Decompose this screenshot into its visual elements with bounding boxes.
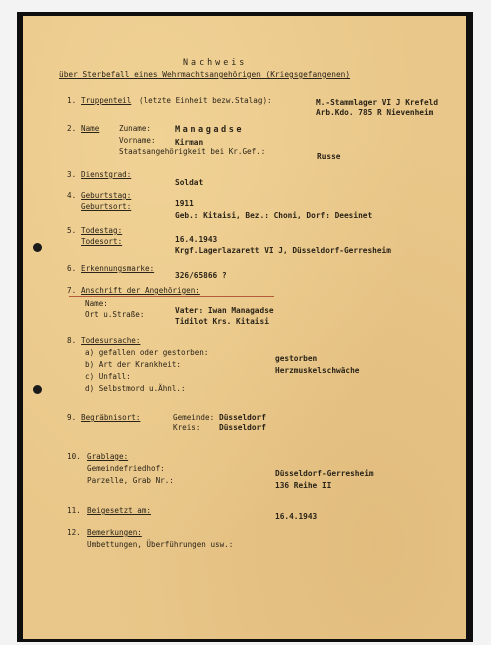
item-3-number: 3. [67,170,77,179]
punch-hole-bottom [33,385,42,394]
item-4-birthplace-label: Geburtsort: [81,202,132,211]
item-4-birthdate-value: 1911 [175,199,194,208]
item-2-nationality-value: Russe [317,152,341,161]
item-7-address-value: Tidilot Krs. Kitaisi [175,317,269,326]
item-2-firstname-label: Vorname: [119,136,156,145]
document-title: Nachweis [183,57,248,67]
item-11-value: 16.4.1943 [275,512,318,521]
item-6-label: Erkennungsmarke: [81,264,155,273]
item-9-municipality-value: Düsseldorf [219,413,266,422]
item-10-plot-value: 136 Reihe II [275,481,332,490]
item-3-value: Soldat [175,178,204,187]
item-12-remarks-label: Umbettungen, Überführungen usw.: [87,540,234,549]
item-2-number: 2. [67,124,77,133]
item-8-value-died: gestorben [275,354,318,363]
item-7-label: Anschrift der Angehörigen: [81,286,200,295]
document-subtitle: über Sterbefall eines Wehrmachtsangehörigen (Kriegsgefangenen) [59,70,351,79]
item-5-deathdate-value: 16.4.1943 [175,235,218,244]
item-5-number: 5. [67,226,77,235]
item-11-label: Beigesetzt am: [87,506,152,515]
item-1-note: (letzte Einheit bezw.Stalag): [139,96,272,105]
item-5-deathplace-label: Todesort: [81,237,123,246]
item-8-number: 8. [67,336,77,345]
item-9-district-value: Düsseldorf [219,423,266,432]
item-8-label: Todesursache: [81,336,141,345]
item-2-nationality-label: Staatsangehörigkeit bei Kr.Gef.: [119,147,266,156]
item-8-d-label: d) Selbstmord u.Ähnl.: [85,384,186,393]
item-9-number: 9. [67,413,77,422]
item-10-cemetery-label: Gemeindefriedhof: [87,464,165,473]
item-1-value-camp: M.-Stammlager VI J Krefeld [316,98,439,107]
item-10-number: 10. [67,452,81,461]
item-9-label: Begräbnisort: [81,413,141,422]
item-7-number: 7. [67,286,77,295]
item-7-address-label: Ort u.Straße: [85,310,145,319]
item-5-deathplace-value: Krgf.Lagerlazarett VI J, Düsseldorf-Gerresheim [175,246,391,255]
item-8-b-label: b) Art der Krankheit: [85,360,182,369]
item-8-value-illness: Herzmuskelschwäche [275,366,360,375]
item-4-birthplace-value: Geb.: Kitaisi, Bez.: Choni, Dorf: Deesinet [175,211,373,220]
item-10-cemetery-value: Düsseldorf-Gerresheim [275,469,374,478]
red-underline-mark [69,296,274,297]
item-1-label: Truppenteil [81,96,132,105]
item-2-surname-value: Managadse [175,125,245,135]
item-7-name-label: Name: [85,299,108,308]
item-9-district-label: Kreis: [173,423,201,432]
item-2-label: Name [81,124,100,133]
item-12-label: Bemerkungen: [87,528,142,537]
item-7-name-value: Vater: Iwan Managadse [175,306,274,315]
document-page [23,16,466,639]
item-10-label: Grablage: [87,452,129,461]
item-8-c-label: c) Unfall: [85,372,131,381]
item-9-municipality-label: Gemeinde: [173,413,215,422]
punch-hole-top [33,243,42,252]
item-3-label: Dienstgrad: [81,170,132,179]
item-1-number: 1. [67,96,77,105]
item-6-value: 326/65866 ? [175,271,227,280]
item-1-value-detail: Arb.Kdo. 785 R Nievenheim [316,108,434,117]
item-5-deathdate-label: Todestag: [81,226,123,235]
item-11-number: 11. [67,506,81,515]
item-2-firstname-value: Kirman [175,138,204,147]
item-6-number: 6. [67,264,77,273]
item-10-plot-label: Parzelle, Grab Nr.: [87,476,174,485]
item-8-a-label: a) gefallen oder gestorben: [85,348,209,357]
item-2-surname-label: Zuname: [119,124,152,133]
item-12-number: 12. [67,528,81,537]
item-4-number: 4. [67,191,77,200]
item-4-birthdate-label: Geburtstag: [81,191,132,200]
